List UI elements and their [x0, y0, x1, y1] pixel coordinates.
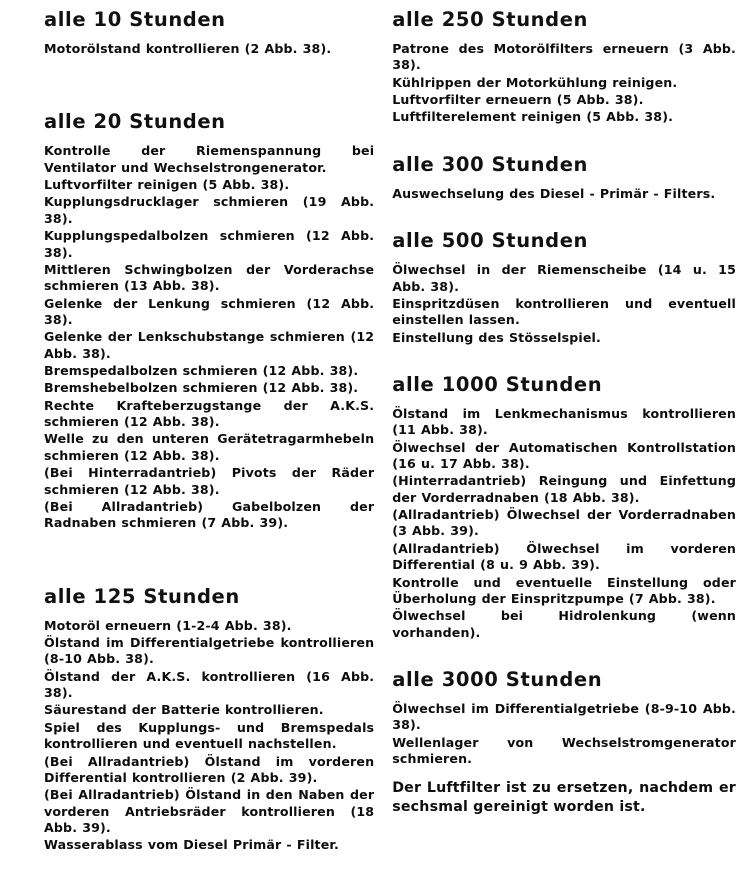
spacer	[392, 127, 736, 153]
section-alle-250-stunden	[392, 8, 736, 126]
section-title: alle 3000 Stunden	[392, 667, 603, 691]
list-item: Gelenke der Lenkschubstange schmieren (12 Abb. 38).	[44, 329, 375, 361]
list-item: Ölstand im Differentialgetriebe kontrollieren (8-10 Abb. 38).	[44, 634, 375, 667]
list-item: (Bei Allradantrieb) Ölstand im vorderen Differential kontrollieren (2 Abb. 39).	[44, 753, 375, 785]
list-item: Mittleren Schwingbolzen der Vorderachse schmieren (13 Abb. 38).	[44, 261, 375, 294]
list-item: Ölwechsel bei Hidrolenkung (wenn vorhanden).	[392, 608, 736, 640]
list-item: Kühlrippen der Motorkühlung reinigen.	[392, 74, 678, 90]
section-title: alle 20 Stunden	[44, 110, 226, 134]
spacer	[392, 203, 736, 229]
list-item: Motorölstand kontrollieren (2 Abb. 38).	[44, 41, 332, 56]
list-item: Ölwechsel in der Riemenscheibe (14 u. 15 Abb. 38).	[392, 262, 736, 294]
section-title: alle 250 Stunden	[392, 8, 589, 31]
section-title: alle 10 Stunden	[44, 8, 226, 31]
list-item: (Hinterradantrieb) Reingung und Einfettung der Vorderradnaben (18 Abb. 38).	[392, 473, 736, 505]
spacer	[392, 347, 736, 373]
list-item: Luftfilterelement reinigen (5 Abb. 38).	[392, 109, 674, 125]
section-title: alle 300 Stunden	[392, 152, 589, 176]
list-item: Ölwechsel im Differentialgetriebe (8-9-10 Abb. 38).	[392, 700, 736, 733]
list-item: Motoröl erneuern (1-2-4 Abb. 38).	[44, 617, 292, 633]
list-item: Luftvorfilter reinigen (5 Abb. 38).	[44, 177, 290, 193]
section-title: alle 125 Stunden	[44, 584, 240, 608]
list-item: Ölwechsel der Automatischen Kontrollstation (16 u. 17 Abb. 38).	[392, 439, 736, 472]
spacer	[392, 642, 736, 668]
list-item: Auswechselung des Diesel - Primär - Filters.	[392, 185, 716, 201]
list-item: Luftvorfilter erneuern (5 Abb. 38).	[392, 92, 644, 108]
list-item: Patrone des Motorölfilters erneuern (3 Abb. 38).	[392, 41, 736, 73]
section-title: alle 1000 Stunden	[392, 372, 603, 396]
list-item: Rechte Krafteberzugstange der A.K.S. schmieren (12 Abb. 38).	[44, 397, 375, 430]
spacer	[44, 533, 374, 585]
list-item: Bremspedalbolzen schmieren (12 Abb. 38).	[44, 363, 359, 379]
list-item: Ölstand der A.K.S. kontrollieren (16 Abb. 38).	[44, 668, 375, 701]
list-item: Einspritzdüsen kontrollieren und eventuell einstellen lassen.	[392, 295, 736, 328]
list-item: Kupplungsdrucklager schmieren (19 Abb. 38).	[44, 194, 375, 226]
list-item: Ölstand im Lenkmechanismus kontrollieren (11 Abb. 38).	[392, 405, 736, 438]
spacer	[44, 58, 374, 110]
section-alle-500-stunden	[392, 229, 736, 346]
section-alle-20-stunden	[44, 110, 374, 531]
section-alle-10-stunden	[44, 8, 374, 57]
list-item: Spiel des Kupplungs- und Bremspedals kontrollieren und eventuell nachstellen.	[44, 719, 375, 752]
list-item: Kontrolle und eventuelle Einstellung oder Überholung der Einspritzpumpe (7 Abb. 38).	[392, 574, 736, 606]
list-item: (Allradantrieb) Ölwechsel der Vorderradnaben (3 Abb. 39).	[392, 507, 736, 539]
list-item: Wellenlager von Wechselstromgenerator schmieren.	[392, 734, 736, 767]
list-item: Bremshebelbolzen schmieren (12 Abb. 38).	[44, 380, 359, 396]
list-item: Kontrolle der Riemenspannung bei Ventilator und Wechselstrongenerator.	[44, 143, 375, 175]
list-item: (Bei Hinterradantrieb) Pivots der Räder schmieren (12 Abb. 38).	[44, 465, 375, 497]
section-alle-1000-stunden	[392, 373, 736, 641]
section-alle-125-stunden	[44, 585, 374, 854]
list-item: Wasserablass vom Diesel Primär - Filter.	[44, 837, 339, 853]
list-item: (Bei Allradantrieb) Gabelbolzen der Radnaben schmieren (7 Abb. 39).	[44, 498, 375, 531]
list-item: (Bei Allradantrieb) Ölstand in den Naben der vorderen Antriebsräder kontrollieren (18 Abb. 39).	[44, 787, 375, 835]
section-alle-3000-stunden	[392, 668, 736, 817]
right-column	[380, 8, 742, 870]
list-item: Kupplungspedalbolzen schmieren (12 Abb. 38).	[44, 228, 375, 260]
list-item: Säurestand der Batterie kontrollieren.	[44, 702, 324, 718]
footer-note: Der Luftfilter ist zu ersetzen, nachdem er sechsmal gereinigt worden ist.	[392, 780, 736, 816]
section-alle-300-stunden	[392, 153, 736, 202]
list-item: Gelenke der Lenkung schmieren (12 Abb. 38).	[44, 295, 375, 327]
list-item: Welle zu den unteren Gerätetragarmhebeln schmieren (12 Abb. 38).	[44, 431, 375, 463]
left-column	[10, 8, 380, 870]
list-item: (Allradantrieb) Ölwechsel im vorderen Differential (8 u. 9 Abb. 39).	[392, 540, 736, 573]
list-item: Einstellung des Stösselspiel.	[392, 329, 601, 345]
section-title: alle 500 Stunden	[392, 229, 589, 253]
